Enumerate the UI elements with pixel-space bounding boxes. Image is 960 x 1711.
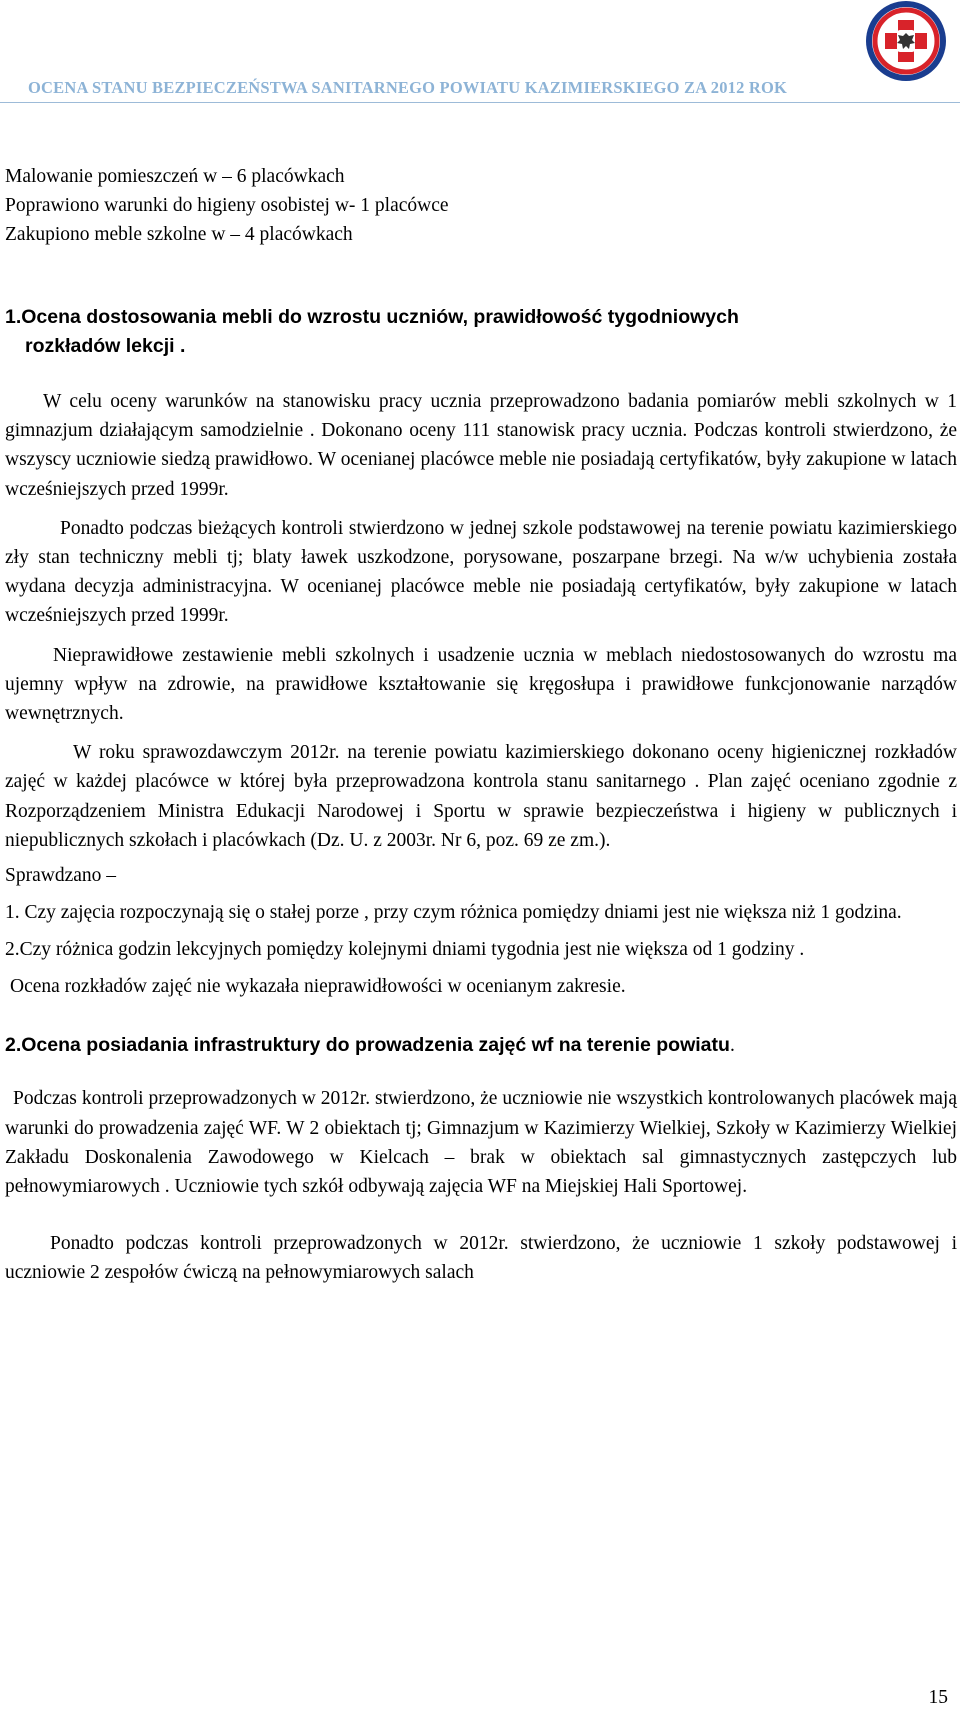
section1-heading-cont: rozkładów lekcji . <box>25 335 186 357</box>
section2-heading <box>5 1031 957 1060</box>
page-header <box>0 0 960 104</box>
list-item: Zakupiono meble szkolne w – 4 placówkach <box>5 224 353 245</box>
section1-conclusion: Ocena rozkładów zajęć nie wykazała nieprawidłowości w ocenianym zakresie. <box>10 976 626 998</box>
section1-heading: 1.Ocena dostosowania mebli do wzrostu uczniów, prawidłowość tygodniowych <box>5 306 739 328</box>
section2-heading-tail: . <box>729 1035 735 1057</box>
check-item-2: 2.Czy różnica godzin lekcyjnych pomiędzy kolejnymi dniami tygodnia jest nie większa od 1 godziny . <box>5 939 805 961</box>
page-number: 15 <box>928 1687 948 1708</box>
section1-paragraph-4: W roku sprawozdawczym 2012r. na terenie powiatu kazimierskiego dokonano oceny higienicznej rozkładów zajęć w każdej placówce w której była przeprowadzona kontrola stanu sanitarnego . Plan zajęć oceniano zgodnie z Rozporządzeniem Ministra Edukacji Narodowej i Sportu w sprawie bezpieczeństwa i higieny w publicznych i niepublicznych szkołach i placówkach (Dz. U. z 2003r. Nr 6, poz. 69 ze zm.). <box>5 742 957 851</box>
section1-paragraph-2: Ponadto podczas bieżących kontroli stwierdzono w jednej szkole podstawowej na terenie powiatu kazimierskiego zły stan techniczny mebli tj; blaty ławek uszkodzone, porysowane, poszarpane brzegi. Na w/w uchybienia została wydana decyzja administracyjna. W ocenianej placówce meble nie posiadają certyfikatów, były zakupione w latach wcześniejszych przed 1999r. <box>5 517 957 627</box>
page-body <box>5 162 957 1288</box>
section2-paragraph-2: Ponadto podczas kontroli przeprowadzonych w 2012r. stwierdzono, że uczniowie 1 szkoły podstawowej i uczniowie 2 zespołów ćwiczą na pełnowymiarowych salach <box>5 1233 957 1284</box>
section1-paragraph-3: Nieprawidłowe zestawienie mebli szkolnych i usadzenie ucznia w meblach niedostosowanych do wzrostu ma ujemny wpływ na zdrowie, na prawidłowe kształtowanie się kręgosłupa i prawidłowe funkcjonowanie narządów wewnętrznych. <box>5 644 957 725</box>
section1-paragraph-1: W celu oceny warunków na stanowisku pracy ucznia przeprowadzono badania pomiarów mebli szkolnych w 1 gimnazjum działającym samodzielnie . Dokonano oceny 111 stanowisk pracy ucznia. Podczas kontroli stwierdzono, że wszyscy uczniowie siedzą prawidłowo. W ocenianej placówce meble nie posiadają certyfikatów, były zakupione w latach wcześniejszych przed 1999r. <box>5 391 957 500</box>
header-rule <box>0 102 960 103</box>
check-item-1: 1. Czy zajęcia rozpoczynają się o stałej porze , przy czym różnica pomiędzy dniami jest nie większa niż 1 godzina. <box>5 902 902 924</box>
list-item: Poprawiono warunki do higieny osobistej w- 1 placówce <box>5 195 449 216</box>
list-item: Malowanie pomieszczeń w – 6 placówkach <box>5 166 345 187</box>
header-title: OCENA STANU BEZPIECZEŃSTWA SANITARNEGO POWIATU KAZIMIERSKIEGO ZA 2012 ROK <box>28 78 788 97</box>
section2-paragraph-1: Podczas kontroli przeprowadzonych w 2012r. stwierdzono, że uczniowie nie wszystkich kontrolowanych placówek mają warunki do prowadzenia zajęć WF. W 2 obiektach tj; Gimnazjum w Kazimierzy Wielkiej, Szkoły w Kazimierzy Wielkiej Zakładu Doskonalenia Zawodowego w Kielcach – brak w obiektach sal gimnastycznych zastępczych lub pełnowymiarowych . Uczniowie tych szkół odbywają zajęcia WF na Miejskiej Hali Sportowej. <box>5 1088 957 1198</box>
section2-heading-text: 2.Ocena posiadania infrastruktury do prowadzenia zajęć wf na terenie powiatu <box>5 1034 730 1057</box>
checked-label: Sprawdzano – <box>5 865 117 887</box>
sanitary-inspection-seal-icon <box>865 0 947 82</box>
